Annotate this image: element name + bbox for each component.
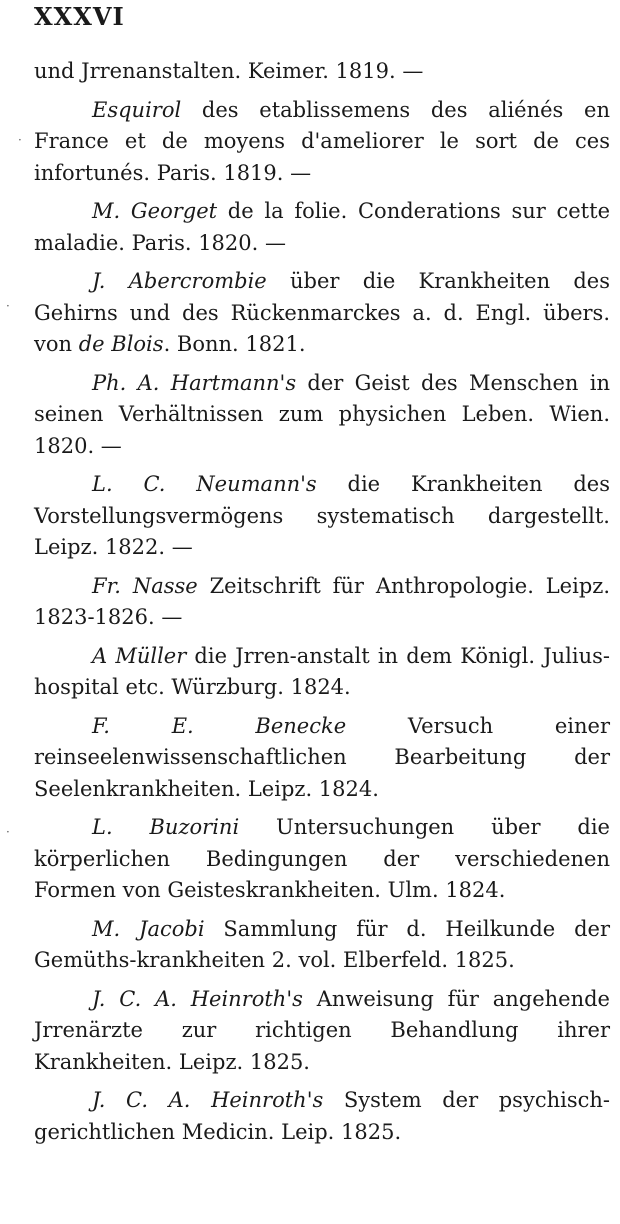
bibliography-entry <box>34 711 610 806</box>
entry-text-tail: . Bonn. 1821. <box>163 332 306 356</box>
ink-speck: · <box>6 825 10 839</box>
bibliography-entry <box>34 469 610 564</box>
entry-text: Sammlung für d. Heilkunde der Gemüths-krankheiten 2. vol. Elberfeld. 1825. <box>34 916 610 972</box>
entry-text: und Jrrenanstalten. Keimer. 1819. — <box>34 59 424 83</box>
entry-author: L. C. Neumann's <box>92 472 317 496</box>
page-number: XXXVI <box>34 2 125 31</box>
entry-author: M. Jacobi <box>92 916 205 941</box>
entry-author: J. C. A. Heinroth's <box>92 1088 324 1112</box>
entry-author: L. Buzorini <box>92 815 240 839</box>
bibliography-entry <box>34 1085 610 1148</box>
bibliography-entry <box>34 914 610 977</box>
entry-text: Versuch einer reinseelenwissenschaftlichen Bearbeitung der Seelenkrankheiten. Leipz. 1824. <box>34 713 610 801</box>
bibliography-entry <box>34 95 610 190</box>
bibliography-entry <box>34 641 610 704</box>
entry-author: M. Georget <box>92 199 218 223</box>
entry-text: Zeitschrift für Anthropologie. Leipz. 1823-1826. — <box>34 573 610 629</box>
entry-text: Anweisung für angehende Jrrenärzte zur richtigen Behandlung ihrer Krankheiten. Leipz. 1825. <box>34 986 610 1074</box>
entry-text: der Geist des Menschen in seinen Verhältnissen zum physichen Leben. Wien. 1820. — <box>34 370 610 458</box>
bibliography-entry <box>34 196 610 259</box>
entry-author: J. Abercrombie <box>92 269 267 293</box>
entry-author: J. C. A. Heinroth's <box>92 986 303 1011</box>
entry-author: F. E. Benecke <box>92 713 347 738</box>
entry-author: Esquirol <box>92 97 182 122</box>
bibliography-entry <box>34 368 610 463</box>
bibliography-entry <box>34 571 610 634</box>
entry-text: die Jrren-anstalt in dem Königl. Julius-hospital etc. Würzburg. 1824. <box>34 643 610 699</box>
entry-author: A Müller <box>92 643 187 668</box>
bibliography-list <box>34 56 610 1155</box>
entry-text: über die Krankheiten des Gehirns und des Rückenmarckes a. d. Engl. übers. von <box>34 269 611 356</box>
entry-translator: de Blois <box>78 332 164 356</box>
entry-text: de la folie. Conderations sur cette maladie. Paris. 1820. — <box>34 199 610 255</box>
entry-text: System der psychisch-gerichtlichen Medicin. Leip. 1825. <box>34 1088 610 1144</box>
bibliography-entry <box>34 56 610 88</box>
entry-text: des etablissemens des aliénés en France et de moyens d'ameliorer le sort de ces infortunés. Paris. 1819. — <box>34 97 610 185</box>
ink-speck: · <box>6 299 10 313</box>
entry-author: Fr. Nasse <box>92 573 198 598</box>
entry-text: die Krankheiten des Vorstellungsvermögens systematisch dargestellt. Leipz. 1822. — <box>34 472 610 559</box>
ink-speck: · <box>18 133 22 147</box>
bibliography-entry <box>34 266 610 361</box>
entry-text: Untersuchungen über die körperlichen Bedingungen der verschiedenen Formen von Geisteskrankheiten. Ulm. 1824. <box>34 815 610 902</box>
bibliography-entry <box>34 812 610 907</box>
entry-author: Ph. A. Hartmann's <box>92 370 297 395</box>
bibliography-entry <box>34 984 610 1079</box>
